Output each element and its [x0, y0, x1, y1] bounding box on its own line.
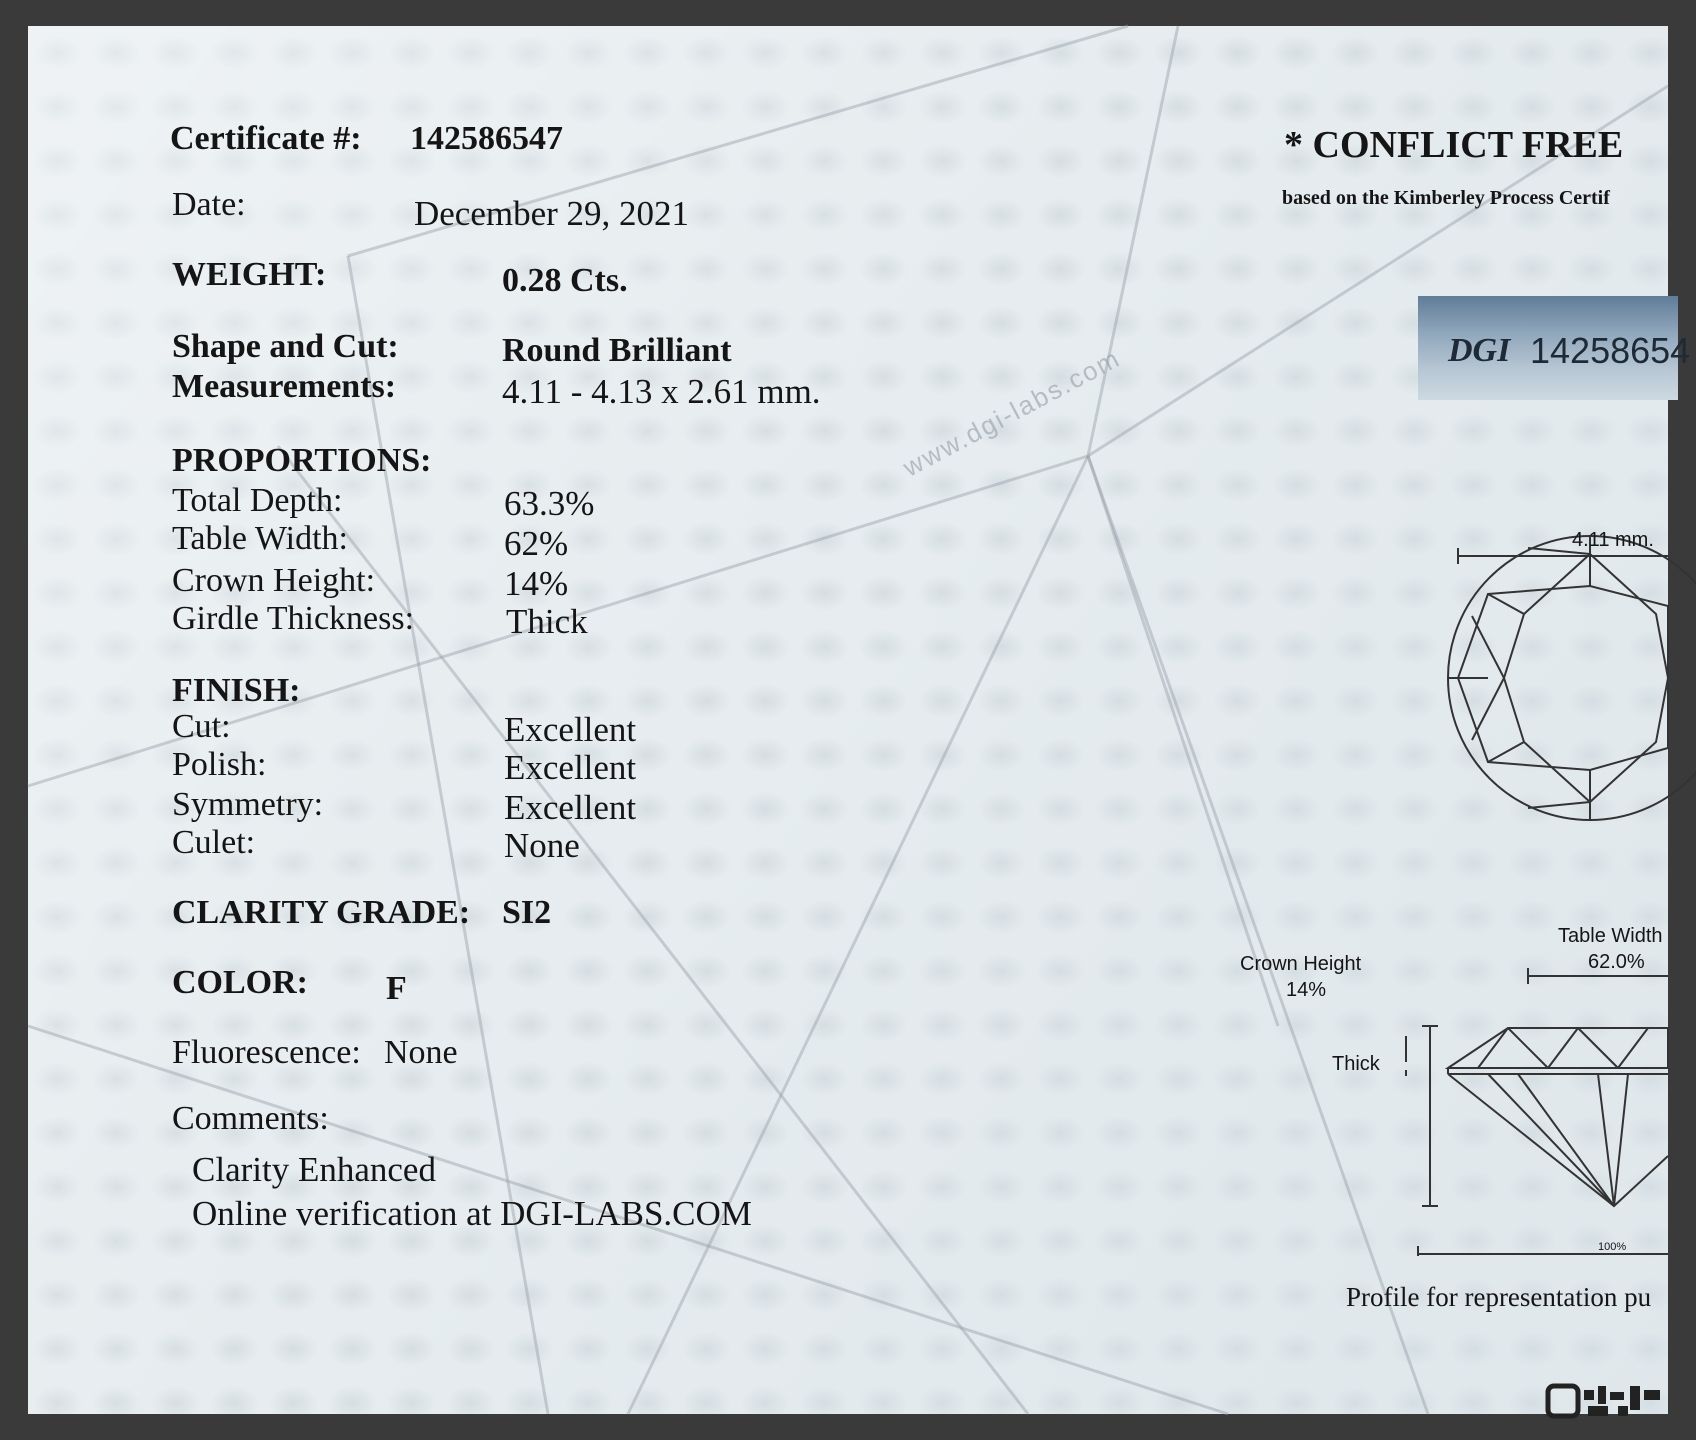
comments-label: Comments: [172, 1100, 329, 1137]
crown-height-diagram-value: 14% [1286, 979, 1327, 1001]
certificate-number-label: Certificate #: [170, 120, 362, 157]
table-width-value: 62% [504, 524, 569, 563]
crown-height-diagram-label: Crown Height [1240, 953, 1362, 975]
girdle-thickness-value: Thick [506, 602, 588, 641]
proportions-heading: PROPORTIONS: [172, 442, 432, 479]
shape-value: Round Brilliant [502, 332, 732, 369]
color-label: COLOR: [172, 964, 308, 1001]
weight-value: 0.28 Cts. [502, 262, 628, 299]
culet-label: Culet: [172, 824, 256, 861]
measurements-value: 4.11 - 4.13 x 2.61 mm. [502, 372, 821, 411]
date-value: December 29, 2021 [414, 194, 690, 233]
total-depth-value: 63.3% [504, 484, 595, 523]
fluorescence-value: None [384, 1034, 458, 1071]
crown-height-value: 14% [504, 564, 569, 603]
table-width-label: Table Width: [172, 520, 348, 557]
diameter-label: 4.11 mm. [1572, 529, 1654, 551]
kimberley-note: based on the Kimberley Process Certif [1282, 187, 1610, 209]
symmetry-label: Symmetry: [172, 786, 324, 823]
color-value: F [386, 970, 407, 1007]
dgi-logo: DGI [1448, 332, 1511, 369]
depth-tick-label: 100% [1598, 1241, 1627, 1253]
finish-heading: FINISH: [172, 672, 301, 709]
diamond-profile-diagram [1398, 966, 1668, 1256]
crown-height-label: Crown Height: [172, 562, 376, 599]
polish-label: Polish: [172, 746, 267, 783]
comment-line: Online verification at DGI-LABS.COM [192, 1194, 752, 1233]
diamond-top-view-diagram [1428, 496, 1668, 876]
measurements-label: Measurements: [172, 368, 397, 405]
certificate-sheet [28, 26, 1691, 1414]
polish-value: Excellent [504, 748, 637, 787]
girdle-thickness-label: Girdle Thickness: [172, 600, 415, 637]
clarity-grade-label: CLARITY GRADE: [172, 894, 471, 931]
comment-line: Clarity Enhanced [192, 1150, 436, 1189]
symmetry-value: Excellent [504, 788, 637, 827]
qr-code [1548, 1386, 1668, 1416]
conflict-free-heading: * CONFLICT FREE [1284, 124, 1624, 166]
cut-label: Cut: [172, 708, 231, 745]
inscription-number: 14258654 [1530, 330, 1691, 371]
culet-value: None [504, 826, 580, 865]
table-width-diagram-label: Table Width [1558, 925, 1663, 947]
cut-value: Excellent [504, 710, 637, 749]
clarity-grade-value: SI2 [502, 894, 552, 931]
profile-caption: Profile for representation pu [1346, 1282, 1652, 1312]
total-depth-label: Total Depth: [172, 482, 343, 519]
date-label: Date: [172, 186, 246, 223]
watermark-url: www.dgi-labs.com [898, 342, 1126, 483]
table-width-diagram-value: 62.0% [1588, 951, 1645, 973]
weight-label: WEIGHT: [172, 256, 327, 293]
fluorescence-label: Fluorescence: [172, 1034, 361, 1071]
shape-label: Shape and Cut: [172, 328, 399, 365]
girdle-diagram-label: Thick [1332, 1053, 1380, 1075]
certificate-number-value: 142586547 [410, 120, 563, 157]
